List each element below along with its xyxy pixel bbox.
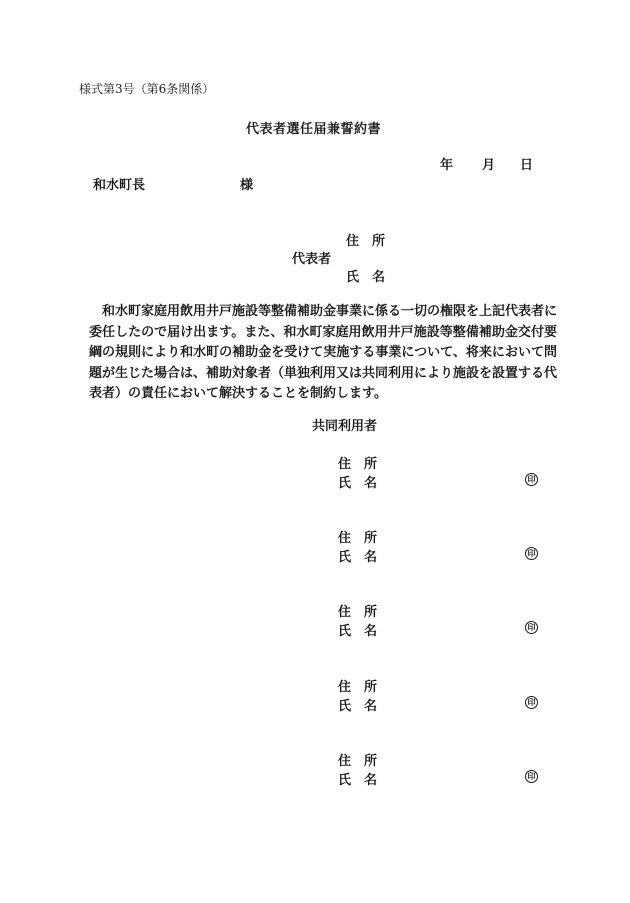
co-user-2-name-label: 氏 名 (338, 550, 378, 565)
co-user-4-address-label: 住 所 (338, 680, 378, 695)
date-day-label: 日 (520, 158, 534, 173)
co-user-3-name-label: 氏 名 (338, 624, 378, 639)
co-user-3-address-label: 住 所 (338, 605, 378, 620)
document-title: 代表者選任届兼誓約書 (246, 122, 382, 137)
co-user-2-address-label: 住 所 (338, 531, 378, 546)
co-user-2-seal-mark: 印 (525, 547, 538, 560)
representative-address-label: 住 所 (346, 234, 386, 249)
date-month-label: 月 (482, 158, 496, 173)
co-users-label: 共同利用者 (312, 419, 378, 434)
addressee-name: 和水町長 (93, 178, 146, 193)
co-user-3-seal-mark: 印 (525, 621, 538, 634)
co-user-5-name-label: 氏 名 (338, 773, 378, 788)
co-user-5-seal-mark: 印 (525, 770, 538, 783)
declaration-body: 和水町家庭用飲用井戸施設等整備補助金事業に係る一切の権限を上記代表者に委任したので届け出ます。また、和水町家庭用飲用井戸施設等整備補助金交付要綱の規則により和水町の補助金を受けて実施する事業について、将来において問題が生じた場合は、補助対象者（単独利用又は共同利用により施設を設置する代表者）の責任において解決することを制約します。 (89, 304, 558, 401)
co-user-5-address-label: 住 所 (338, 754, 378, 769)
co-user-1-seal-mark: 印 (525, 473, 538, 486)
addressee-honorific: 様 (240, 178, 254, 193)
date-year-label: 年 (440, 158, 454, 173)
form-number: 様式第3号（第6条関係） (79, 82, 215, 96)
representative-label: 代表者 (292, 252, 332, 267)
co-user-1-address-label: 住 所 (338, 457, 378, 472)
co-user-1-name-label: 氏 名 (338, 476, 378, 491)
representative-name-label: 氏 名 (346, 270, 386, 285)
co-user-4-name-label: 氏 名 (338, 699, 378, 714)
co-user-4-seal-mark: 印 (525, 696, 538, 709)
